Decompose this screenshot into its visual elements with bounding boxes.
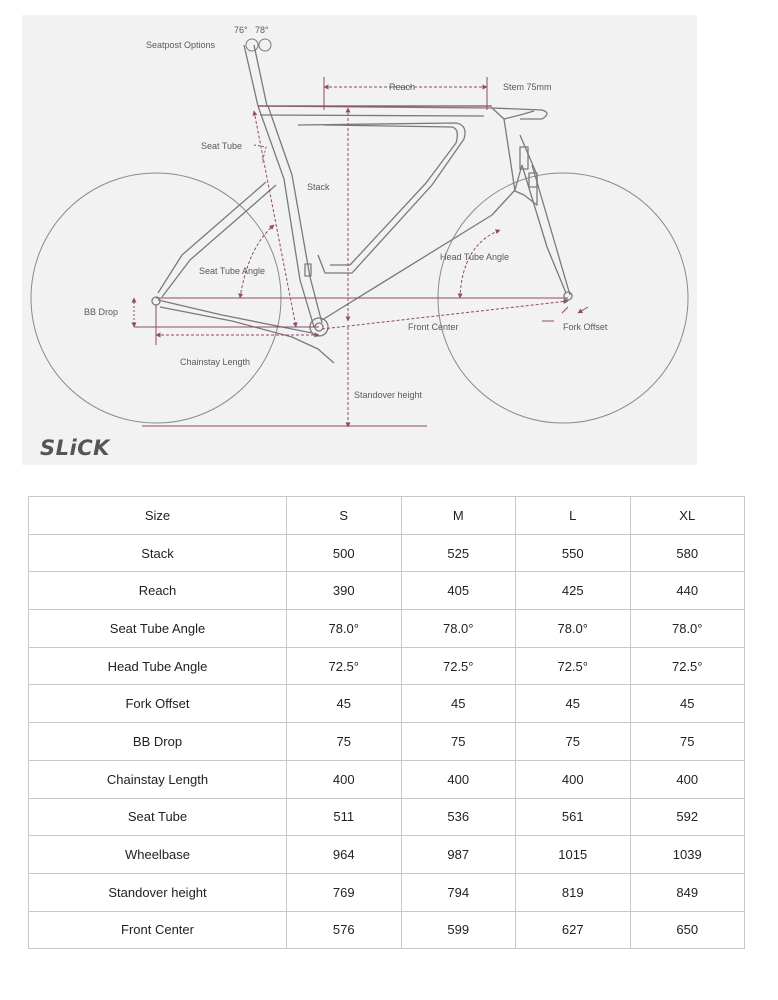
table-cell: 72.5°: [516, 647, 631, 685]
row-label: Front Center: [29, 911, 287, 949]
table-cell: 72.5°: [287, 647, 402, 685]
table-row: [29, 572, 745, 610]
header-l: L: [516, 497, 631, 535]
table-cell: 592: [630, 798, 745, 836]
table-cell: 78.0°: [630, 610, 745, 648]
table-cell: 45: [401, 685, 516, 723]
table-cell: 425: [516, 572, 631, 610]
bike-frame: [152, 45, 572, 363]
front-center-label: Front Center: [408, 322, 459, 332]
head-tube-angle-label: Head Tube Angle: [440, 252, 510, 262]
table-cell: 627: [516, 911, 631, 949]
table-row: [29, 534, 745, 572]
table-cell: 561: [516, 798, 631, 836]
table-cell: 78.0°: [287, 610, 402, 648]
standover-height-label: Standover height: [354, 390, 423, 400]
table-cell: 75: [516, 723, 631, 761]
table-cell: 1015: [516, 836, 631, 874]
table-row: [29, 647, 745, 685]
row-label: Wheelbase: [29, 836, 287, 874]
table-cell: 400: [401, 760, 516, 798]
seatpost-option-78-icon: [259, 39, 271, 51]
table-cell: 75: [287, 723, 402, 761]
header-s: S: [287, 497, 402, 535]
row-label: Chainstay Length: [29, 760, 287, 798]
row-label: Fork Offset: [29, 685, 287, 723]
table-cell: 550: [516, 534, 631, 572]
table-cell: 440: [630, 572, 745, 610]
header-size: Size: [29, 497, 287, 535]
table-cell: 400: [287, 760, 402, 798]
table-cell: 45: [630, 685, 745, 723]
table-row: [29, 911, 745, 949]
brand-logo: SLiCK: [40, 436, 110, 460]
table-row: [29, 798, 745, 836]
table-cell: 987: [401, 836, 516, 874]
table-cell: 794: [401, 873, 516, 911]
seat-tube-label: Seat Tube: [201, 141, 243, 151]
fork-offset-label: Fork Offset: [563, 322, 608, 332]
geometry-drawing: [22, 15, 697, 465]
table-cell: 599: [401, 911, 516, 949]
geometry-table: [28, 496, 745, 949]
table-cell: 819: [516, 873, 631, 911]
table-cell: 405: [401, 572, 516, 610]
table-row: [29, 610, 745, 648]
stack-label: Stack: [307, 182, 330, 192]
table-cell: 500: [287, 534, 402, 572]
dimension-lines: [134, 77, 588, 427]
table-body: [29, 534, 745, 949]
row-label: Stack: [29, 534, 287, 572]
table-row: [29, 723, 745, 761]
stem-label: Stem 75mm: [503, 82, 552, 92]
table-cell: 400: [516, 760, 631, 798]
table-cell: 75: [401, 723, 516, 761]
table-cell: 576: [287, 911, 402, 949]
table-header-row: [29, 497, 745, 535]
row-label: Seat Tube: [29, 798, 287, 836]
table-cell: 964: [287, 836, 402, 874]
table-cell: 72.5°: [401, 647, 516, 685]
table-cell: 390: [287, 572, 402, 610]
header-m: M: [401, 497, 516, 535]
table-cell: 78.0°: [516, 610, 631, 648]
table-cell: 580: [630, 534, 745, 572]
table-cell: 72.5°: [630, 647, 745, 685]
bb-drop-label: BB Drop: [84, 307, 119, 317]
row-label: Head Tube Angle: [29, 647, 287, 685]
table-row: [29, 685, 745, 723]
row-label: Standover height: [29, 873, 287, 911]
table-cell: 1039: [630, 836, 745, 874]
table-cell: 849: [630, 873, 745, 911]
table-cell: 45: [516, 685, 631, 723]
table-cell: 75: [630, 723, 745, 761]
row-label: Seat Tube Angle: [29, 610, 287, 648]
table-cell: 525: [401, 534, 516, 572]
table-row: [29, 873, 745, 911]
seatpost-angle-76-label: 76°: [234, 25, 248, 35]
row-label: Reach: [29, 572, 287, 610]
table-cell: 400: [630, 760, 745, 798]
row-label: BB Drop: [29, 723, 287, 761]
geometry-diagram: [22, 15, 697, 465]
table-cell: 769: [287, 873, 402, 911]
seatpost-options-label: Seatpost Options: [146, 40, 216, 50]
table-row: [29, 760, 745, 798]
table-cell: 536: [401, 798, 516, 836]
seat-tube-angle-label: Seat Tube Angle: [199, 266, 266, 276]
table-cell: 78.0°: [401, 610, 516, 648]
seatpost-option-76-icon: [246, 39, 258, 51]
table-cell: 650: [630, 911, 745, 949]
chainstay-length-label: Chainstay Length: [180, 357, 251, 367]
table-row: [29, 836, 745, 874]
table-cell: 511: [287, 798, 402, 836]
table-cell: 45: [287, 685, 402, 723]
reach-label: Reach: [389, 82, 416, 92]
seatpost-angle-78-label: 78°: [255, 25, 269, 35]
header-xl: XL: [630, 497, 745, 535]
